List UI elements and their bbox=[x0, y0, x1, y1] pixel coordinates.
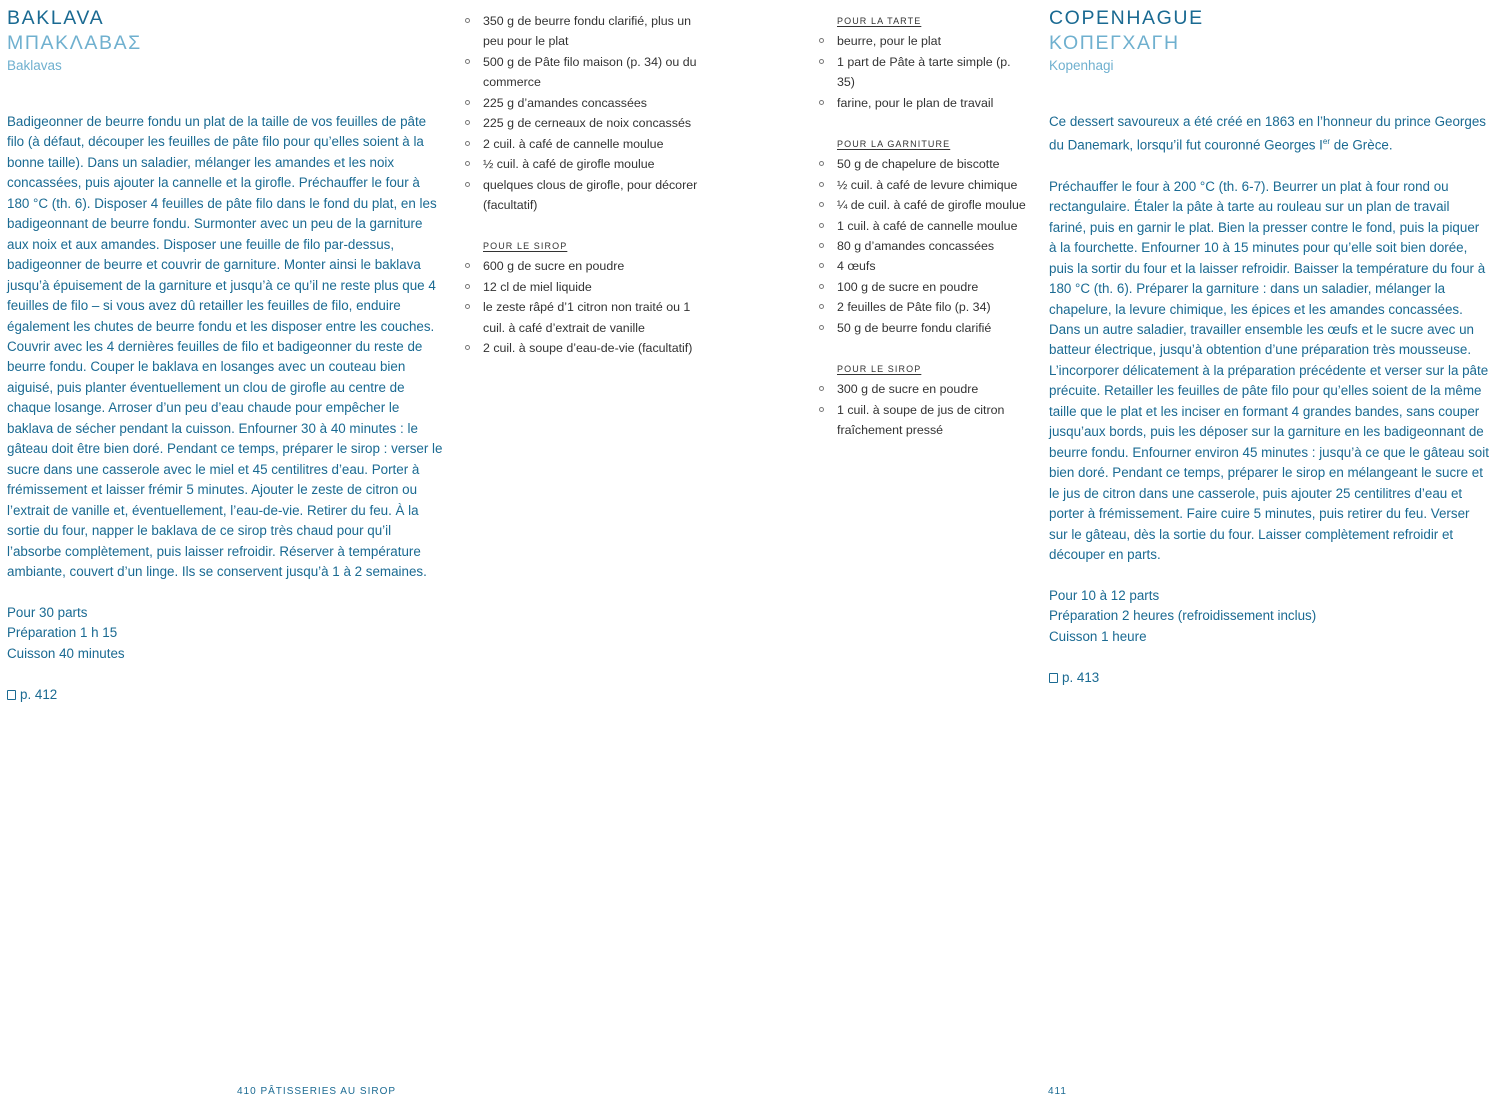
ingredient-item: 1 cuil. à soupe de jus de citron fraîchement pressé bbox=[819, 400, 1029, 441]
ingredient-item: 225 g de cerneaux de noix concassés bbox=[465, 113, 705, 133]
ingredient-item: 100 g de sucre en poudre bbox=[819, 277, 1029, 297]
ingredient-item: 12 cl de miel liquide bbox=[465, 277, 705, 297]
ingredient-item: farine, pour le plan de travail bbox=[819, 93, 1029, 113]
copenhague-ingredients-column bbox=[819, 11, 1029, 440]
photo-page-reference bbox=[1049, 668, 1489, 688]
baklava-method-column bbox=[7, 0, 445, 705]
recipe-title-transliteration: Kopenhagi bbox=[1049, 58, 1114, 73]
ingredient-item: 600 g de sucre en poudre bbox=[465, 256, 705, 276]
ingredient-item: 80 g d’amandes concassées bbox=[819, 236, 1029, 256]
recipe-info bbox=[1049, 586, 1489, 647]
ingredient-item: 50 g de chapelure de biscotte bbox=[819, 154, 1029, 174]
ingredient-list bbox=[465, 11, 705, 216]
recipe-yield: Pour 10 à 12 parts bbox=[1049, 587, 1160, 603]
ingredient-item: ½ cuil. à café de levure chimique bbox=[819, 175, 1029, 195]
recipe-intro bbox=[1049, 112, 1489, 156]
recipe-cook-time: Cuisson 40 minutes bbox=[7, 645, 125, 661]
recipe-prep-time: Préparation 2 heures (refroidissement inclus) bbox=[1049, 608, 1317, 624]
copenhague-method-column bbox=[1049, 0, 1489, 688]
recipe-cook-time: Cuisson 1 heure bbox=[1049, 628, 1147, 644]
recipe-intro-text: Ce dessert savoureux a été créé en 1863 en l’honneur du prince Georges du Danemark, lorsqu’il fut couronné Georges I bbox=[1049, 114, 1486, 153]
recipe-prep-time: Préparation 1 h 15 bbox=[7, 625, 118, 641]
ingredient-item: 225 g d’amandes concassées bbox=[465, 93, 705, 113]
recipe-method: Badigeonner de beurre fondu un plat de la taille de vos feuilles de pâte filo (à défaut, découper les feuilles de pâte filo pour qu’elles soient à la bonne taille). Dans un saladier, mélanger les amandes et les noix concassées, puis ajouter la cannelle et la girofle. Préchauffer le four à 180 °C (th. 6). Disposer 4 feuilles de pâte filo dans le fond du plat, en les badigeonnant de beurre fondu. Surmonter avec un peu de la garniture aux noix et aux amandes. Disposer une feuille de filo par-dessus, badigeonner de beurre et couvrir de garniture. Monter ainsi le baklava jusqu’à épuisement de la garniture et jusqu’à ce qu’il ne reste plus que 4 feuilles de filo – si vous avez dû retailler les feuilles de filo, enduire également les chutes de beurre fondu et les disposer entre les couches. Couvrir avec les 4 dernières feuilles de filo et badigeonner du reste de beurre fondu. Couper le baklava en losanges avec un couteau bien aiguisé, puis planter éventuellement un clou de girofle au centre de chaque losange. Arroser d’un peu d’eau chaude pour empêcher le baklava de sécher pendant la cuisson. Enfourner 30 à 40 minutes : le gâteau doit être bien doré. Pendant ce temps, préparer le sirop : verser le sucre dans une casserole avec le miel et 45 centilitres d’eau. Porter à frémissement et laisser frémir 5 minutes. Ajouter le zeste de citron ou l’extrait de vanille et, éventuellement, l’eau-de-vie. Retirer du feu. À la sortie du four, napper le baklava de ce sirop très chaud pour qu’il l’absorbe complètement, puis laisser refroidir. Réserver à température ambiante, couvert d’un linge. Ils se conservent jusqu’à 1 à 2 semaines. bbox=[7, 114, 443, 579]
photo-page-reference bbox=[7, 685, 445, 705]
ingredient-item: 1 cuil. à café de cannelle moulue bbox=[819, 216, 1029, 236]
ingredient-item: quelques clous de girofle, pour décorer (facultatif) bbox=[465, 175, 705, 216]
tart-ingredient-list bbox=[819, 31, 1029, 113]
recipe-title-greek: ΚΟΠΕΓΧΑΓΗ bbox=[1049, 32, 1180, 54]
ingredient-item: 4 œufs bbox=[819, 256, 1029, 276]
recipe-intro-text-end: de Grèce. bbox=[1330, 137, 1393, 153]
ingredient-item: 2 cuil. à soupe d’eau-de-vie (facultatif) bbox=[465, 338, 705, 358]
recipe-yield: Pour 30 parts bbox=[7, 604, 88, 620]
ingredient-item: 50 g de beurre fondu clarifié bbox=[819, 318, 1029, 338]
syrup-heading: POUR LE SIROP bbox=[483, 240, 568, 251]
ingredient-item: 350 g de beurre fondu clarifié, plus un peu pour le plat bbox=[465, 11, 705, 52]
book-icon bbox=[1049, 673, 1058, 683]
ingredient-item: beurre, pour le plat bbox=[819, 31, 1029, 51]
ingredient-item: ½ cuil. à café de girofle moulue bbox=[465, 154, 705, 174]
tart-heading: POUR LA TARTE bbox=[837, 16, 922, 26]
ingredient-item: 500 g de Pâte filo maison (p. 34) ou du commerce bbox=[465, 52, 705, 93]
recipe-title: COPENHAGUE bbox=[1049, 7, 1204, 29]
photo-page-number: p. 412 bbox=[20, 686, 58, 702]
left-page-folio: 410 PÂTISSERIES AU SIROP bbox=[237, 1086, 397, 1097]
right-page-folio: 411 bbox=[1048, 1086, 1067, 1097]
ingredient-item: ¼ de cuil. à café de girofle moulue bbox=[819, 195, 1029, 215]
ingredient-item: 2 cuil. à café de cannelle moulue bbox=[465, 134, 705, 154]
ingredient-item: 300 g de sucre en poudre bbox=[819, 379, 1029, 399]
ingredient-item: le zeste râpé d’1 citron non traité ou 1 cuil. à café d’extrait de vanille bbox=[465, 297, 705, 338]
syrup-ingredient-list bbox=[819, 379, 1029, 440]
ordinal-superscript: er bbox=[1322, 137, 1331, 147]
recipe-title-greek: ΜΠΑΚΛΑΒΑΣ bbox=[7, 32, 142, 54]
recipe-title-transliteration: Baklavas bbox=[7, 58, 62, 73]
baklava-ingredients-column bbox=[465, 11, 705, 359]
syrup-ingredient-list bbox=[465, 256, 705, 358]
ingredient-item: 2 feuilles de Pâte filo (p. 34) bbox=[819, 297, 1029, 317]
book-icon bbox=[7, 690, 16, 700]
recipe-title: BAKLAVA bbox=[7, 7, 105, 29]
filling-heading: POUR LA GARNITURE bbox=[837, 138, 951, 149]
recipe-method: Préchauffer le four à 200 °C (th. 6-7). Beurrer un plat à four rond ou rectangulaire. Étaler la pâte à tarte au rouleau sur un plan de travail fariné, puis en garnir le plat. Bien la presser contre le fond, puis la piquer à la fourchette. Enfourner 10 à 15 minutes pour qu’elle soit bien dorée, puis la sortir du four et la laisser refroidir. Baisser la température du four à 180 °C (th. 6). Préparer la garniture : dans un saladier, mélanger la chapelure, la levure chimique, les épices et les amandes concassées. Dans un autre saladier, travailler ensemble les œufs et le sucre avec un batteur électrique, jusqu’à obtention d’une préparation très mousseuse. L’incorporer délicatement à la préparation précédente et verser sur la pâte précuite. Retailler les feuilles de pâte filo pour qu’elles soient de la même taille que le plat et les inciser en formant 4 grandes bandes, sans couper jusqu’aux bords, puis les déposer sur la garniture en les badigeonnant de beurre fondu. Enfourner environ 45 minutes : jusqu’à ce que le gâteau soit bien doré. Pendant ce temps, préparer le sirop en mélangeant le sucre et le jus de citron dans une casserole, puis ajouter 25 centilitres d’eau et porter à frémissement. Faire cuire 5 minutes, puis retirer du feu. Verser sur le gâteau, dès la sortie du four. Laisser complètement refroidir et découper en parts. bbox=[1049, 178, 1489, 562]
photo-page-number: p. 413 bbox=[1062, 669, 1100, 685]
filling-ingredient-list bbox=[819, 154, 1029, 338]
ingredient-item: 1 part de Pâte à tarte simple (p. 35) bbox=[819, 52, 1029, 93]
recipe-info bbox=[7, 603, 445, 664]
syrup-heading: POUR LE SIROP bbox=[837, 363, 922, 374]
